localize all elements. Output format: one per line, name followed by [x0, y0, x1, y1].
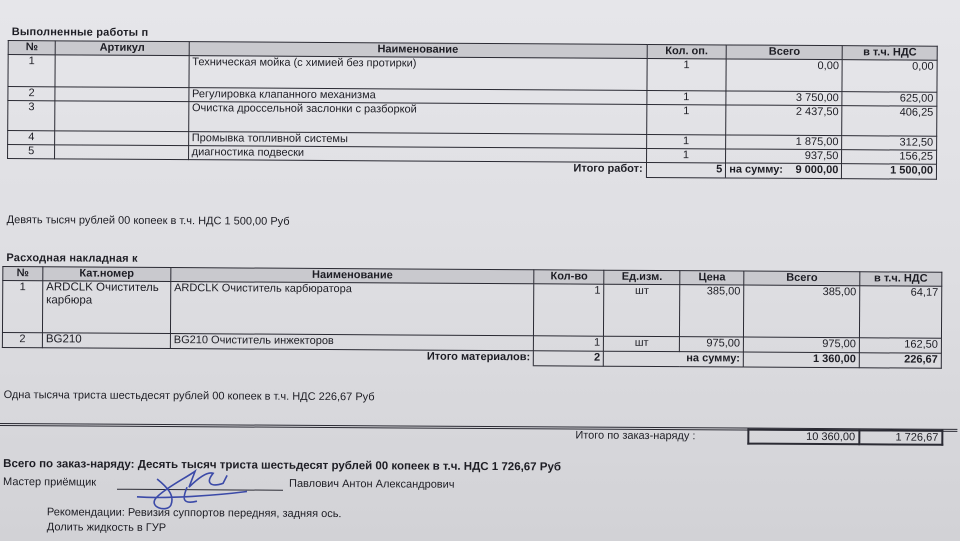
materials-amount-in-words: Одна тысяча триста шестьдесят рублей 00 копеек в т.ч. НДС 226,67 Руб: [3, 389, 375, 404]
works-cell-vat: 625,00: [842, 92, 937, 107]
works-header-vat: в т.ч. НДС: [843, 46, 938, 61]
materials-cell-unit: шт: [604, 284, 680, 336]
materials-cell-total: 975,00: [744, 337, 860, 353]
works-sum-total-cell: [726, 163, 842, 179]
works-cell-qty: 1: [646, 104, 726, 134]
works-total-label: Итого работ:: [188, 160, 646, 178]
works-header-name: Наименование: [189, 42, 647, 59]
works-sum-vat: 1 500,00: [842, 164, 937, 180]
materials-section-title: Расходная накладная к: [6, 252, 138, 265]
works-cell-name: Техническая мойка (с химией без протирки): [189, 56, 647, 91]
order-total-table: [747, 429, 943, 446]
order-total-label: Итого по заказ-наряду :: [575, 429, 696, 443]
works-cell-total: 937,50: [726, 149, 842, 164]
materials-cell-no: 1: [2, 281, 42, 333]
materials-sum-vat: 226,67: [859, 353, 941, 369]
works-cell-qty: 1: [647, 90, 727, 104]
materials-header-qty: Кол-во: [534, 270, 604, 284]
order-total-value: 10 360,00: [748, 430, 859, 445]
materials-cell-vat: 64,17: [859, 286, 941, 338]
works-cell-name: Очистка дросcельной заслонки с разборкой: [188, 102, 646, 135]
materials-header-total: Всего: [744, 271, 860, 286]
works-cell-no: 4: [8, 131, 55, 145]
works-cell-article: [55, 101, 189, 132]
materials-header-price: Цена: [680, 271, 744, 285]
master-name: Павлович Антон Александрович: [289, 477, 455, 491]
order-total-vat: 1 726,67: [859, 430, 942, 445]
works-cell-no: 3: [8, 101, 55, 131]
works-total-count: 5: [646, 162, 726, 177]
works-header-no: №: [8, 41, 55, 55]
materials-header-name: Наименование: [171, 268, 535, 284]
materials-cell-total: 385,00: [744, 285, 860, 338]
works-cell-qty: 1: [646, 134, 726, 148]
works-cell-vat: 406,25: [842, 106, 937, 137]
recommendations-label: Рекомендации:: [46, 506, 125, 519]
materials-total-count: 2: [534, 351, 604, 366]
works-cell-no: 1: [8, 55, 55, 87]
recommendation-item-1: Ревизия суппортов передняя, задняя ось.: [127, 506, 342, 521]
table-row: [2, 281, 941, 339]
materials-cell-unit: шт: [604, 336, 680, 351]
materials-header-vat: в т.ч. НДС: [860, 272, 942, 287]
materials-cell-catalog: ARDCLK Очиститель карбюра: [42, 281, 170, 334]
works-cell-total: 3 750,00: [726, 91, 842, 106]
materials-total-spacer: [42, 348, 170, 364]
works-cell-qty: 1: [647, 58, 727, 90]
works-cell-article: [55, 87, 188, 102]
works-cell-name: Промывка топливной системы: [188, 132, 646, 149]
works-cell-vat: 312,50: [842, 136, 937, 151]
works-cell-total: 1 875,00: [726, 135, 842, 150]
works-cell-no: 5: [8, 145, 55, 159]
order-amount-in-words: [3, 458, 561, 473]
master-label: Мастер приёмщик: [3, 476, 97, 489]
works-section-title: Выполненные работы п: [11, 26, 149, 39]
works-cell-article: [55, 131, 188, 146]
works-header-total: Всего: [726, 45, 842, 60]
works-cell-name: Регулировка клапанного механизма: [189, 88, 647, 105]
works-sum-total: 9 000,00: [795, 163, 839, 177]
materials-cell-no: 2: [2, 333, 42, 348]
materials-header-no: №: [3, 267, 43, 281]
works-cell-vat: 0,00: [842, 60, 937, 93]
materials-cell-price: 385,00: [680, 285, 744, 337]
materials-sum-total: 1 360,00: [743, 352, 859, 368]
materials-sum-label: на сумму:: [604, 351, 744, 367]
works-amount-in-words: Девять тысяч рублей 00 копеек в т.ч. НДС 1 500,00 Руб: [6, 214, 290, 228]
materials-header-catalog: Кат.номер: [43, 267, 171, 282]
materials-cell-qty: 1: [534, 284, 604, 336]
order-in-words-label: Всего по заказ-наряду:: [3, 458, 135, 471]
works-cell-name: диагностика подвески: [188, 146, 646, 163]
works-header-qty: Кол. оп.: [647, 44, 727, 58]
materials-cell-qty: 1: [534, 336, 604, 351]
works-cell-qty: 1: [646, 148, 726, 162]
works-cell-vat: 156,25: [842, 150, 937, 165]
works-total-spacer: [7, 159, 54, 174]
works-header-article: Артикул: [55, 41, 188, 56]
works-sum-label: на сумму:: [729, 163, 783, 176]
works-cell-article: [55, 55, 189, 88]
materials-cell-name: ARDCLK Очиститель карбюратора: [170, 282, 534, 336]
materials-total-label: Итого материалов:: [170, 349, 534, 366]
recommendation-item-2: Долить жидкость в ГУР: [46, 521, 167, 535]
materials-header-unit: Ед.изм.: [604, 270, 680, 284]
order-total-row: [748, 430, 942, 445]
materials-table: [2, 266, 943, 369]
works-cell-article: [55, 145, 188, 160]
works-cell-total: 2 437,50: [726, 105, 842, 136]
materials-cell-catalog: BG210: [42, 333, 170, 349]
materials-total-spacer: [2, 348, 42, 363]
works-total-spacer: [55, 159, 188, 175]
works-cell-total: 0,00: [726, 59, 842, 92]
order-in-words-text: Десять тысяч триста шестьдесят рублей 00 копеек в т.ч. НДС 1 726,67 Руб: [137, 458, 562, 474]
materials-cell-name: BG210 Очиститель инжекторов: [170, 334, 534, 351]
works-table: [7, 40, 938, 180]
materials-cell-price: 975,00: [680, 337, 744, 352]
recommendations: [47, 506, 342, 520]
materials-cell-vat: 162,50: [859, 338, 941, 354]
works-cell-no: 2: [8, 87, 55, 101]
